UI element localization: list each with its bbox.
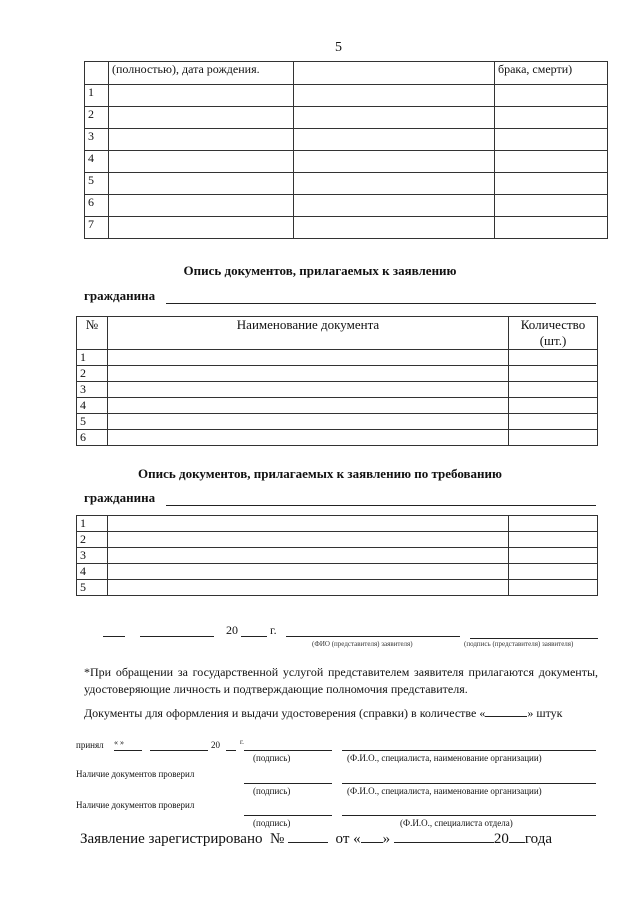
table-cell[interactable] [109,107,294,129]
year-suffix: г. [270,623,277,637]
registered-close: » [382,831,391,847]
signature-field[interactable] [470,638,598,639]
table-cell[interactable] [495,107,608,129]
row-number: 6 [85,195,109,217]
table-row [85,195,608,217]
table-cell[interactable] [294,217,495,239]
table-cell[interactable] [294,173,495,195]
year-prefix: 20 [226,623,238,637]
table-row [77,516,598,532]
table-row [85,85,608,107]
accepted-month-field[interactable] [150,750,208,751]
documents-table [76,316,598,446]
checked2-fio-field[interactable] [342,815,596,816]
citizen-name-field[interactable] [166,505,596,506]
accepted-day: « » [114,738,124,747]
citizen-label: гражданина [84,490,156,505]
header-cell: № [77,317,108,350]
header-cell [294,62,495,85]
table-cell[interactable] [495,195,608,217]
table-cell[interactable] [109,173,294,195]
accepted-g: г. [240,738,244,746]
table-cell[interactable] [509,564,598,580]
table-cell[interactable] [109,195,294,217]
signature-caption: (подпись) [253,786,291,796]
row-number: 6 [77,430,108,446]
table-cell[interactable] [108,564,509,580]
row-number: 7 [85,217,109,239]
accepted-day-field[interactable] [114,750,142,751]
table-cell[interactable] [108,366,509,382]
registered-year: 20 [493,831,509,847]
table-cell[interactable] [495,129,608,151]
table-cell[interactable] [109,85,294,107]
table-cell[interactable] [495,217,608,239]
registered-label: Заявление зарегистрировано № [80,831,285,847]
citizen-label: гражданина [84,288,156,303]
header-cell [85,62,109,85]
table-cell[interactable] [108,532,509,548]
row-number: 5 [77,414,108,430]
table-cell[interactable] [108,414,509,430]
checked1-fio-field[interactable] [342,783,596,784]
table-cell[interactable] [509,414,598,430]
accepted-signature-field[interactable] [244,750,332,751]
row-number: 1 [85,85,109,107]
page-number: 5 [335,40,342,55]
table-row [85,129,608,151]
table-cell[interactable] [509,398,598,414]
table-cell[interactable] [108,580,509,596]
accepted-year-field[interactable] [226,750,236,751]
row-number: 5 [77,580,108,596]
row-number: 2 [85,107,109,129]
table-header [77,317,598,350]
table-cell[interactable] [109,217,294,239]
row-number: 3 [77,548,108,564]
table-cell[interactable] [509,366,598,382]
checked-label: Наличие документов проверил [76,800,195,810]
fio-field[interactable] [286,636,460,637]
table-cell[interactable] [294,195,495,217]
fio-caption: (Ф.И.О., специалиста, наименование организации) [347,753,542,763]
header-cell: Наименование документа [108,317,509,350]
section-title: Опись документов, прилагаемых к заявлению по требованию [138,466,502,481]
registered-suffix: года [524,831,553,847]
table-row [77,382,598,398]
table-row [77,430,598,446]
table-cell[interactable] [294,129,495,151]
table-row [77,548,598,564]
fio-caption: (Ф.И.О., специалиста отдела) [400,818,513,828]
row-number: 4 [77,398,108,414]
row-number: 4 [85,151,109,173]
citizen-name-field[interactable] [166,303,596,304]
checked-label: Наличие документов проверил [76,769,195,779]
table-cell[interactable] [509,548,598,564]
row-number: 3 [85,129,109,151]
table-cell[interactable] [509,430,598,446]
table-row [85,151,608,173]
registered-from: от « [335,831,361,847]
checked2-signature-field[interactable] [244,815,332,816]
signature-caption: (подпись (представителя) заявителя) [464,640,574,648]
table-row [77,564,598,580]
header-cell: (полностью), дата рождения. [109,62,294,85]
representative-note: *При обращении за государственной услугой представителем заявителя прилагаются документы, удостоверяющие личность и подтверждающие полномочия представителя. [84,665,598,696]
registration-number-field[interactable] [288,842,328,843]
fio-caption: (ФИО (представителя) заявителя) [312,640,413,648]
table-cell[interactable] [108,382,509,398]
table-cell[interactable] [108,350,509,366]
table-row [77,350,598,366]
table-cell[interactable] [509,532,598,548]
table-cell[interactable] [108,548,509,564]
signature-caption: (подпись) [253,753,291,763]
docs-count-field[interactable] [485,716,527,717]
table-cell[interactable] [509,516,598,532]
fio-caption: (Ф.И.О., специалиста, наименование организации) [347,786,542,796]
table-cell[interactable] [495,85,608,107]
table-row [77,398,598,414]
row-number: 5 [85,173,109,195]
year-field[interactable] [241,636,267,637]
table-cell[interactable] [495,151,608,173]
row-number: 3 [77,382,108,398]
table-cell[interactable] [109,129,294,151]
table-cell[interactable] [509,580,598,596]
section-title: Опись документов, прилагаемых к заявлению [183,263,457,278]
table-row [85,173,608,195]
table-cell[interactable] [294,151,495,173]
table-cell[interactable] [294,85,495,107]
row-number: 2 [77,532,108,548]
table-header [85,62,608,85]
row-number: 4 [77,564,108,580]
header-cell: Количество (шт.) [509,317,598,350]
registration-line [80,831,552,848]
row-number: 2 [77,366,108,382]
table-row [77,580,598,596]
table-row [85,107,608,129]
accepted-fio-field[interactable] [342,750,596,751]
table-row [77,366,598,382]
accepted-year: 20 [211,740,220,750]
table-cell[interactable] [294,107,495,129]
table-cell[interactable] [495,173,608,195]
header-cell: брака, смерти) [495,62,608,85]
docs-count-label: Документы для оформления и выдачи удостоверения (справки) в количестве « [84,706,486,720]
table-row [77,532,598,548]
row-number: 1 [77,516,108,532]
docs-count-suffix: » штук [527,706,563,720]
registration-day-field[interactable] [361,842,383,843]
checked1-signature-field[interactable] [244,783,332,784]
month-field[interactable] [140,636,214,637]
required-documents-table [76,515,598,596]
row-number: 1 [77,350,108,366]
table-cell[interactable] [108,516,509,532]
table-cell[interactable] [509,382,598,398]
table-row [77,414,598,430]
table-cell[interactable] [109,151,294,173]
table-cell[interactable] [509,350,598,366]
table-row [85,217,608,239]
accepted-label: принял [76,740,104,750]
table-cell[interactable] [108,398,509,414]
docs-count-line [84,706,562,721]
registration-month-field[interactable] [394,842,494,843]
signature-caption: (подпись) [253,818,291,828]
table-cell[interactable] [108,430,509,446]
day-field[interactable] [103,636,125,637]
family-table [84,61,608,239]
registration-year-field[interactable] [509,842,525,843]
